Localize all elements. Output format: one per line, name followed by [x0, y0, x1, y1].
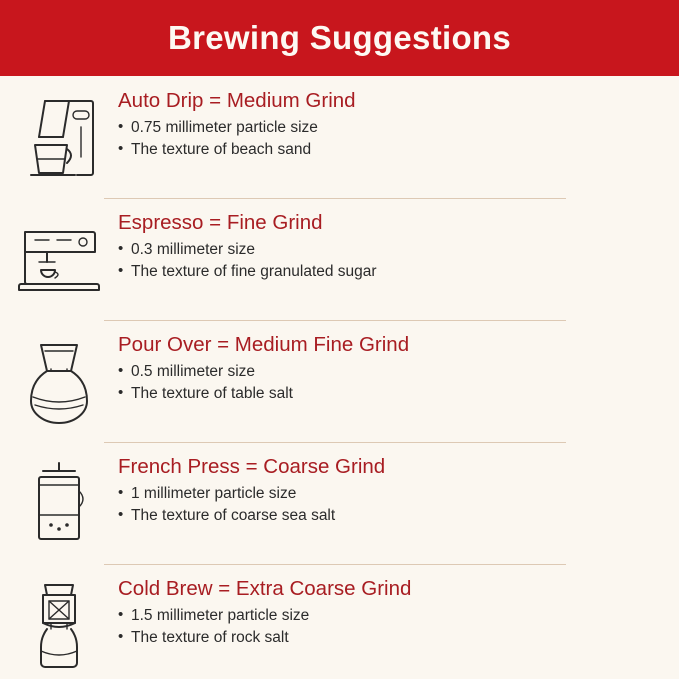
bullet-item: • The texture of table salt: [118, 383, 659, 405]
row-bullets: [118, 483, 659, 527]
row-bullets: [118, 605, 659, 649]
row-text: [118, 211, 679, 283]
list-item: [0, 320, 679, 442]
list-item: [0, 76, 679, 198]
espresso-machine-icon: [0, 211, 118, 307]
row-title: Pour Over = Medium Fine Grind: [118, 333, 410, 356]
row-text: [118, 333, 679, 405]
bullet-item: • 0.3 millimeter size: [118, 239, 659, 261]
bullet-item: • The texture of coarse sea salt: [118, 505, 659, 527]
bullet-item: • 1 millimeter particle size: [118, 483, 659, 505]
list-item: [0, 198, 679, 320]
row-text: [118, 455, 679, 527]
row-title: Espresso = Fine Grind: [118, 211, 323, 234]
bullet-item: • 0.5 millimeter size: [118, 361, 659, 383]
row-text: [118, 577, 679, 649]
bullet-item: • The texture of rock salt: [118, 627, 659, 649]
list-item: [0, 564, 679, 679]
brew-method-list: [0, 76, 679, 679]
row-bullets: [118, 361, 659, 405]
row-title: Cold Brew = Extra Coarse Grind: [118, 577, 412, 600]
pour-over-chemex-icon: [0, 333, 118, 429]
row-bullets: [118, 117, 659, 161]
row-title: Auto Drip = Medium Grind: [118, 89, 356, 112]
header-banner: [0, 0, 679, 76]
page-title: Brewing Suggestions: [167, 19, 512, 56]
auto-drip-coffee-maker-icon: [0, 89, 118, 185]
french-press-icon: [0, 455, 118, 551]
bullet-item: • 0.75 millimeter particle size: [118, 117, 659, 139]
list-item: [0, 442, 679, 564]
row-bullets: [118, 239, 659, 283]
bullet-item: • The texture of fine granulated sugar: [118, 261, 659, 283]
bullet-item: • 1.5 millimeter particle size: [118, 605, 659, 627]
cold-brew-dripper-icon: [0, 577, 118, 673]
row-title: French Press = Coarse Grind: [118, 455, 386, 478]
bullet-item: • The texture of beach sand: [118, 139, 659, 161]
row-text: [118, 89, 679, 161]
